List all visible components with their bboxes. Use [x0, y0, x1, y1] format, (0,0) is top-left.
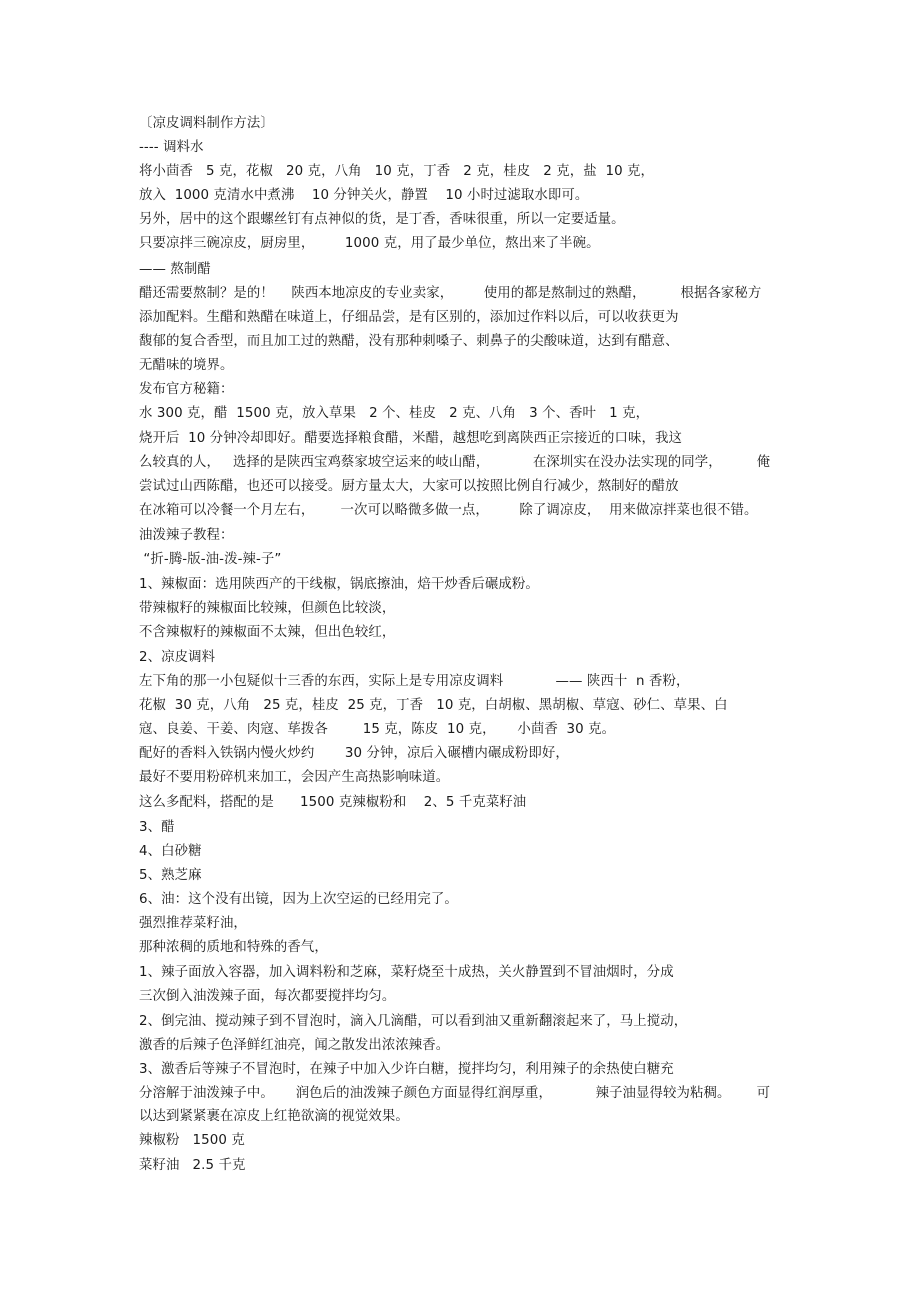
text-line: 3、激香后等辣子不冒泡时，在辣子中加入少许白糖，搅拌均匀，利用辣子的余热使白糖充 — [139, 1062, 674, 1077]
doc-title: 〔凉皮调料制作方法〕 — [139, 116, 274, 131]
text-line: 这么多配料，搭配的是 1500 克辣椒粉和 2、5 千克菜籽油 — [139, 795, 527, 810]
text-line: 3、醋 — [139, 820, 175, 835]
text-line: 添加配料。生醋和熟醋在味道上，仔细品尝，是有区别的，添加过作料以后，可以收获更为 — [139, 310, 679, 325]
section-heading-vinegar: —— 熬制醋 — [139, 262, 211, 277]
text-line: 分溶解于油泼辣子中。 润色后的油泼辣子颜色方面显得红润厚重， 辣子油显得较为粘稠。 可 — [139, 1086, 771, 1101]
text-line: “折-腾-版-油-泼-辣-子” — [139, 552, 282, 567]
text-line: 以达到紧紧裹在凉皮上红艳欲滴的视觉效果。 — [139, 1109, 409, 1124]
text-line: 最好不要用粉碎机来加工，会因产生高热影响味道。 — [139, 770, 450, 785]
ingredient-rapeseed-oil: 菜籽油 2.5 千克 — [139, 1158, 246, 1173]
text-line: 么较真的人， 选择的是陕西宝鸡蔡家坡空运来的岐山醋， 在深圳实在没办法实现的同学， 俺 — [139, 455, 771, 470]
text-line: 1、辣椒面：选用陕西产的干线椒，锅底擦油，焙干炒香后碾成粉。 — [139, 577, 539, 592]
text-line: 左下角的那一小包疑似十三香的东西，实际上是专用凉皮调料 —— 陕西十 n 香粉， — [139, 674, 690, 689]
text-line: 在冰箱可以冷餐一个月左右， 一次可以略微多做一点， 除了调凉皮， 用来做凉拌菜也很不错。 — [139, 503, 758, 518]
text-line: 5、熟芝麻 — [139, 868, 202, 883]
text-line: 花椒 30 克，八角 25 克，桂皮 25 克，丁香 10 克，白胡椒、黑胡椒、草寇、砂仁、草果、白 — [139, 698, 728, 713]
section-heading-chili-oil: 油泼辣子教程： — [139, 528, 234, 543]
text-line: 2、凉皮调料 — [139, 650, 216, 665]
text-line: 强烈推荐菜籽油， — [139, 916, 247, 931]
text-line: 水 300 克，醋 1500 克，放入草果 2 个、桂皮 2 克、八角 3 个、香叶 1 克， — [139, 406, 650, 421]
text-line: 醋还需要熬制？是的！ 陕西本地凉皮的专业卖家， 使用的都是熬制过的熟醋， 根据各家秘方 — [139, 286, 762, 301]
text-line: 寇、良姜、干姜、肉寇、荜拨各 15 克，陈皮 10 克， 小茴香 30 克。 — [139, 722, 616, 737]
text-line: 烧开后 10 分钟冷却即好。醋要选择粮食醋，米醋，越想吃到离陕西正宗接近的口味，我这 — [139, 431, 682, 446]
text-line: 6、油：这个没有出镜，因为上次空运的已经用完了。 — [139, 892, 458, 907]
text-line: 那种浓稠的质地和特殊的香气， — [139, 940, 328, 955]
text-line: 1、辣子面放入容器，加入调料粉和芝麻，菜籽烧至十成热，关火静置到不冒油烟时，分成 — [139, 965, 674, 980]
text-line: 只要凉拌三碗凉皮，厨房里， 1000 克，用了最少单位，熬出来了半碗。 — [139, 236, 600, 251]
text-line: 无醋味的境界。 — [139, 358, 234, 373]
text-line: 带辣椒籽的辣椒面比较辣，但颜色比较淡， — [139, 601, 396, 616]
text-line: 4、白砂糖 — [139, 844, 202, 859]
text-line: 激香的后辣子色泽鲜红油亮，闻之散发出浓浓辣香。 — [139, 1038, 450, 1053]
text-line: 不含辣椒籽的辣椒面不太辣，但出色较红， — [139, 625, 396, 640]
text-line: 2、倒完油、搅动辣子到不冒泡时，滴入几滴醋，可以看到油又重新翻滚起来了，马上搅动， — [139, 1014, 688, 1029]
text-line: 放入 1000 克清水中煮沸 10 分钟关火，静置 10 小时过滤取水即可。 — [139, 188, 589, 203]
text-line: 将小茴香 5 克，花椒 20 克，八角 10 克，丁香 2 克，桂皮 2 克，盐 10 克， — [139, 164, 655, 179]
ingredient-chili-powder: 辣椒粉 1500 克 — [139, 1133, 245, 1148]
text-line: 尝试过山西陈醋，也还可以接受。厨方量太大，大家可以按照比例自行减少，熬制好的醋放 — [139, 479, 679, 494]
section-heading-seasoning-water: ---- 调料水 — [139, 140, 204, 155]
text-line: 馥郁的复合香型，而且加工过的熟醋，没有那种刺嗓子、刺鼻子的尖酸味道，达到有醋意、 — [139, 334, 679, 349]
text-line: 配好的香料入铁锅内慢火炒约 30 分钟，凉后入碾槽内碾成粉即好， — [139, 746, 569, 761]
text-line: 另外，居中的这个跟螺丝钉有点神似的货，是丁香，香味很重，所以一定要适量。 — [139, 212, 625, 227]
text-line: 发布官方秘籍： — [139, 382, 234, 397]
text-line: 三次倒入油泼辣子面，每次都要搅拌均匀。 — [139, 989, 396, 1004]
